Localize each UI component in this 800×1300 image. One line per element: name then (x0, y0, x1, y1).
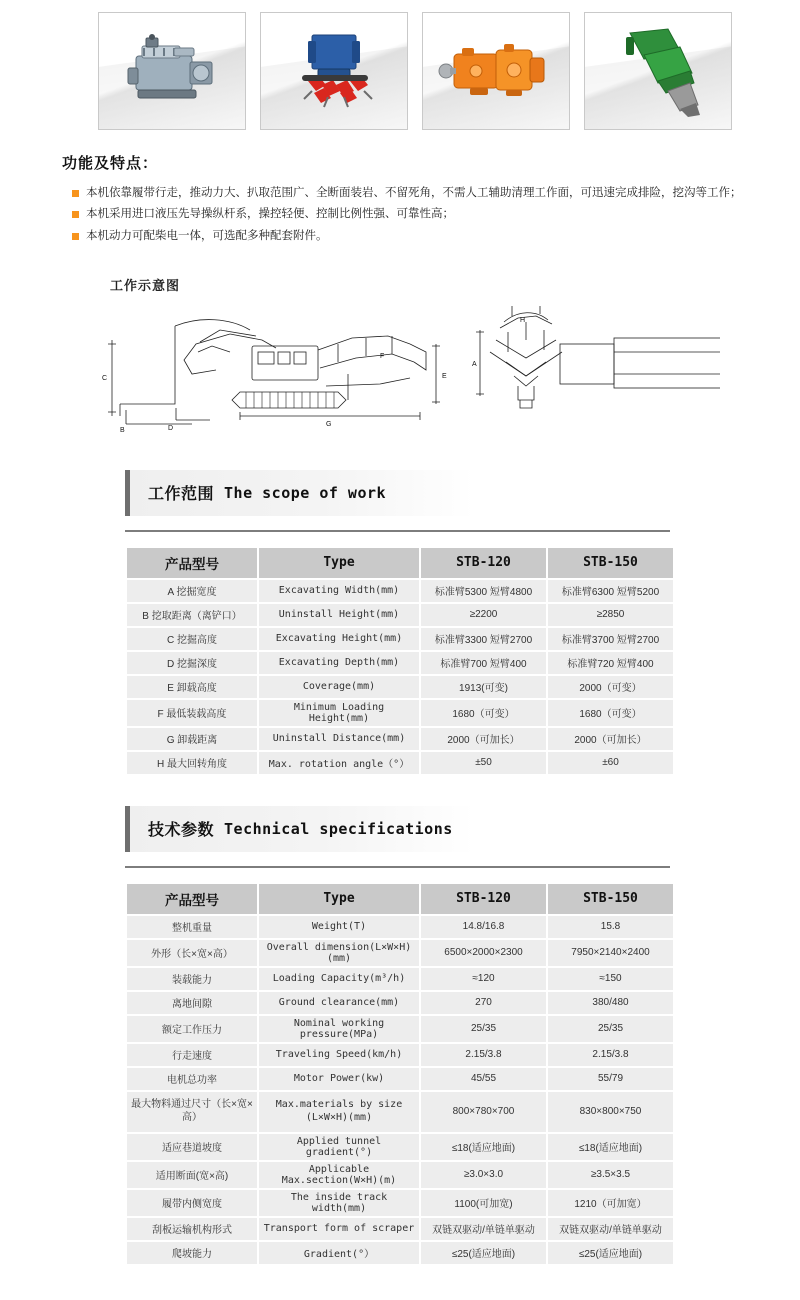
row-value-stb150: 1210（可加宽） (548, 1190, 673, 1216)
scope-table (125, 546, 675, 776)
row-value-stb150: 830×800×750 (548, 1092, 673, 1132)
table-row (127, 1092, 673, 1132)
feature-text: 本机动力可配柴电一体，可选配多种配套附件。 (86, 229, 328, 242)
table-row (127, 728, 673, 750)
row-value-stb150: 25/35 (548, 1016, 673, 1042)
row-label-en: Excavating Height(mm) (259, 628, 419, 650)
row-label-en: Applicable Max.section(W×H)(m) (259, 1162, 419, 1188)
header-cell-model: 产品型号 (127, 884, 257, 914)
table-row (127, 1016, 673, 1042)
feature-text: 本机依靠履带行走，推动力大、扒取范围广、全断面装岩、不留死角，不需人工辅助清理工作面，可迅速完成排险，挖沟等工作； (86, 187, 742, 199)
header-cell-stb120: STB-120 (421, 548, 546, 578)
row-value-stb120: 6500×2000×2300 (421, 940, 546, 966)
row-value-stb120: 标准臂5300 短臂4800 (421, 580, 546, 602)
product-image-diesel-engine (98, 12, 246, 130)
row-label: H 最大回转角度 (127, 752, 257, 774)
row-value-stb120: 标准臂3300 短臂2700 (421, 628, 546, 650)
row-label-en: Ground clearance(mm) (259, 992, 419, 1014)
row-label: 履带内侧宽度 (127, 1190, 257, 1216)
table-row (127, 676, 673, 698)
feature-text: 本机采用进口液压先导操纵杆系，操控轻便、控制比例性强、可靠性高； (86, 208, 454, 221)
row-value-stb120: 25/35 (421, 1016, 546, 1042)
row-label: A 挖掘宽度 (127, 580, 257, 602)
features-title: 功能及特点： (62, 155, 159, 172)
row-value-stb120: 45/55 (421, 1068, 546, 1090)
table-row (127, 1162, 673, 1188)
row-label-en: Weight(T) (259, 916, 419, 938)
table-header-row (127, 548, 673, 578)
diagram-label-G: G (326, 420, 332, 428)
scope-table-rule (125, 530, 670, 532)
square-bullet-icon (72, 190, 79, 197)
table-row (127, 968, 673, 990)
row-label: F 最低装载高度 (127, 700, 257, 726)
row-label: 电机总功率 (127, 1068, 257, 1090)
row-label-en: Nominal working pressure(MPa) (259, 1016, 419, 1042)
technical-banner (125, 806, 475, 852)
diesel-engine-icon (116, 34, 228, 108)
feature-item (72, 226, 760, 247)
square-bullet-icon (72, 233, 79, 240)
features-section (0, 130, 800, 247)
row-value-stb150: 标准臂3700 短臂2700 (548, 628, 673, 650)
header-cell-stb120: STB-120 (421, 884, 546, 914)
row-label-en: Coverage(mm) (259, 676, 419, 698)
row-value-stb150: 1680（可变） (548, 700, 673, 726)
row-value-stb120: 1100(可加宽) (421, 1190, 546, 1216)
table-row (127, 1134, 673, 1160)
row-value-stb150: 7950×2140×2400 (548, 940, 673, 966)
hydraulic-pump-icon (436, 40, 556, 102)
row-label: E 卸载高度 (127, 676, 257, 698)
row-label-en: Excavating Width(mm) (259, 580, 419, 602)
row-label: 爬坡能力 (127, 1242, 257, 1264)
row-label-en: Minimum Loading Height(mm) (259, 700, 419, 726)
row-label-en: Gradient(°） (259, 1242, 419, 1264)
row-value-stb120: 1913(可变) (421, 676, 546, 698)
row-label: 适应巷道坡度 (127, 1134, 257, 1160)
row-label-en: Traveling Speed(km/h) (259, 1044, 419, 1066)
product-image-strip (0, 0, 800, 130)
row-value-stb150: 15.8 (548, 916, 673, 938)
table-row (127, 916, 673, 938)
row-label-en: Max. rotation angle（°） (259, 752, 419, 774)
row-value-stb120: 双链双驱动/单链单驱动 (421, 1218, 546, 1240)
table-row (127, 1068, 673, 1090)
header-cell-stb150: STB-150 (548, 884, 673, 914)
row-value-stb150: 2.15/3.8 (548, 1044, 673, 1066)
row-value-stb150: 2000（可变） (548, 676, 673, 698)
table-row (127, 628, 673, 650)
row-label-en: The inside track width(mm) (259, 1190, 419, 1216)
row-value-stb150: ±60 (548, 752, 673, 774)
diagram-title: 工作示意图 (110, 277, 181, 293)
header-cell-type: Type (259, 548, 419, 578)
row-value-stb150: ≥2850 (548, 604, 673, 626)
row-value-stb120: 14.8/16.8 (421, 916, 546, 938)
row-value-stb120: ≈120 (421, 968, 546, 990)
row-value-stb120: ≥2200 (421, 604, 546, 626)
table-row (127, 1190, 673, 1216)
row-value-stb120: ≤18(适应地面) (421, 1134, 546, 1160)
product-image-hydraulic-breaker (584, 12, 732, 130)
row-label: 刮板运输机构形式 (127, 1218, 257, 1240)
diagram-label-C: C (102, 374, 108, 382)
technical-banner-en: Technical specifications (224, 819, 453, 838)
diagram-label-A: A (472, 360, 477, 368)
row-value-stb150: 标准臂6300 短臂5200 (548, 580, 673, 602)
row-label: B 挖取距离（离铲口） (127, 604, 257, 626)
square-bullet-icon (72, 211, 79, 218)
table-row (127, 1242, 673, 1264)
hydraulic-breaker-icon (610, 25, 706, 117)
table-row (127, 992, 673, 1014)
table-row (127, 700, 673, 726)
feature-item (72, 204, 760, 225)
table-header-row (127, 884, 673, 914)
working-diagram-section (0, 247, 800, 440)
header-cell-stb150: STB-150 (548, 548, 673, 578)
technical-table (125, 882, 675, 1266)
row-label: 整机重量 (127, 916, 257, 938)
table-row (127, 604, 673, 626)
product-image-hydraulic-pump (422, 12, 570, 130)
row-label: 装载能力 (127, 968, 257, 990)
row-value-stb120: ≤25(适应地面) (421, 1242, 546, 1264)
row-value-stb120: ±50 (421, 752, 546, 774)
header-cell-model: 产品型号 (127, 548, 257, 578)
row-label-en: Applied tunnel gradient(°) (259, 1134, 419, 1160)
row-label: 适用断面(宽×高) (127, 1162, 257, 1188)
row-label-en: Uninstall Distance(mm) (259, 728, 419, 750)
feature-item (72, 183, 760, 204)
table-row (127, 1218, 673, 1240)
table-row (127, 940, 673, 966)
row-label-en: Loading Capacity(m³/h) (259, 968, 419, 990)
row-value-stb120: 270 (421, 992, 546, 1014)
row-label: 离地间隙 (127, 992, 257, 1014)
row-value-stb120: 800×780×700 (421, 1092, 546, 1132)
row-value-stb150: ≥3.5×3.5 (548, 1162, 673, 1188)
row-label: 额定工作压力 (127, 1016, 257, 1042)
row-label-en: Max.materials by size (L×W×H)(mm) (259, 1092, 419, 1132)
row-label: 行走速度 (127, 1044, 257, 1066)
row-value-stb150: ≤18(适应地面) (548, 1134, 673, 1160)
scope-banner-cn: 工作范围 (148, 486, 215, 504)
diagram-label-H: H (520, 316, 526, 324)
row-label: 最大物料通过尺寸（长×宽×高） (127, 1092, 257, 1132)
diagram-label-B: B (120, 426, 125, 434)
row-value-stb120: ≥3.0×3.0 (421, 1162, 546, 1188)
scope-banner (125, 470, 475, 516)
row-value-stb150: ≤25(适应地面) (548, 1242, 673, 1264)
technical-table-rule (125, 866, 670, 868)
row-label-en: Overall dimension(L×W×H)(mm) (259, 940, 419, 966)
row-label: G 卸载距离 (127, 728, 257, 750)
table-row (127, 580, 673, 602)
row-value-stb150: 双链双驱动/单链单驱动 (548, 1218, 673, 1240)
header-cell-type: Type (259, 884, 419, 914)
row-label-en: Uninstall Height(mm) (259, 604, 419, 626)
row-label-en: Motor Power(kw) (259, 1068, 419, 1090)
table-row (127, 752, 673, 774)
table-row (127, 1044, 673, 1066)
row-value-stb150: 380/480 (548, 992, 673, 1014)
row-value-stb120: 2000（可加长） (421, 728, 546, 750)
row-value-stb150: ≈150 (548, 968, 673, 990)
row-label-en: Transport form of scraper (259, 1218, 419, 1240)
row-value-stb150: 标准臂720 短臂400 (548, 652, 673, 674)
table-row (127, 652, 673, 674)
scope-banner-en: The scope of work (224, 483, 387, 502)
row-value-stb120: 标准臂700 短臂400 (421, 652, 546, 674)
row-value-stb120: 1680（可变） (421, 700, 546, 726)
cutting-head-icon (278, 31, 390, 111)
diagram-label-F: F (380, 352, 385, 360)
diagram-label-E: E (442, 372, 447, 380)
technical-banner-cn: 技术参数 (148, 822, 215, 840)
product-image-cutting-head (260, 12, 408, 130)
row-label: C 挖掘高度 (127, 628, 257, 650)
row-value-stb150: 55/79 (548, 1068, 673, 1090)
row-label-en: Excavating Depth(mm) (259, 652, 419, 674)
diagram-label-D: D (168, 424, 174, 432)
row-value-stb150: 2000（可加长） (548, 728, 673, 750)
row-value-stb120: 2.15/3.8 (421, 1044, 546, 1066)
machine-diagram (80, 300, 720, 440)
row-label: 外形（长×宽×高） (127, 940, 257, 966)
row-label: D 挖掘深度 (127, 652, 257, 674)
